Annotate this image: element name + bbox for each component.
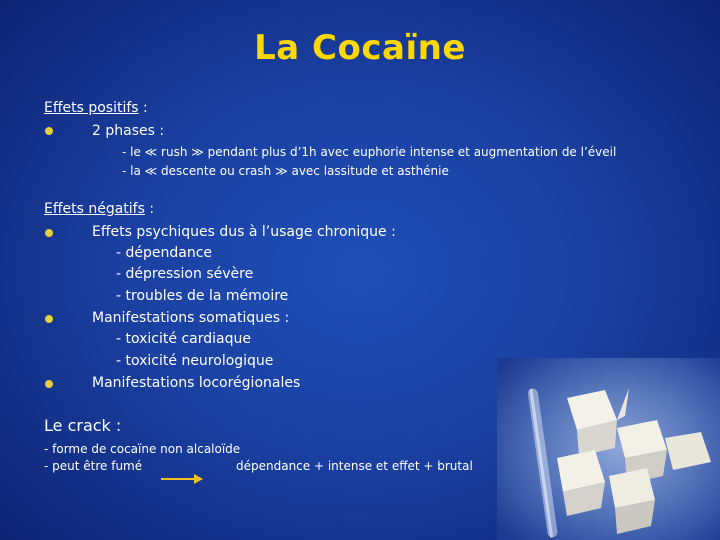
crack-line-form: - forme de cocaïne non alcaloïde [44, 442, 241, 456]
positive-heading-colon: : [138, 100, 148, 116]
negative-sub-depression: - dépression sévère [116, 266, 254, 282]
positive-line-crash: - la ≪ descente ou crash ≫ avec lassitude et asthénie [122, 164, 449, 178]
negative-sub-dependance: - dépendance [116, 245, 213, 261]
crack-line-result: dépendance + intense et effet + brutal [236, 459, 473, 473]
crack-photo-drawing [497, 358, 720, 540]
negative-sub-neuro: - toxicité neurologique [116, 353, 274, 369]
bullet-icon [45, 315, 53, 323]
negative-heading: Effets négatifs [44, 201, 145, 217]
crack-photo [497, 358, 720, 540]
negative-bullet-psychic: Effets psychiques dus à l’usage chronique : [92, 224, 396, 240]
negative-heading-colon: : [144, 201, 155, 217]
slide-title: La Cocaïne [254, 28, 466, 68]
positive-line-rush: - le ≪ rush ≫ pendant plus d’1h avec euphorie intense et augmentation de l’éveil [122, 145, 617, 159]
negative-bullet-somatic: Manifestations somatiques : [92, 310, 290, 326]
crack-heading: Le crack : [44, 416, 122, 435]
arrow-right-icon [160, 472, 204, 486]
negative-bullet-locoregional: Manifestations locorégionales [92, 375, 301, 391]
bullet-icon [45, 229, 53, 237]
positive-heading-row [44, 99, 148, 117]
negative-heading-row [44, 200, 154, 218]
crack-line-smoked: - peut être fumé [44, 459, 143, 473]
positive-heading: Effets positifs [44, 100, 139, 116]
bullet-icon [45, 127, 53, 135]
negative-sub-cardiaque: - toxicité cardiaque [116, 331, 251, 347]
positive-bullet-text: 2 phases : [92, 123, 165, 139]
negative-sub-memoire: - troubles de la mémoire [116, 288, 289, 304]
bullet-icon [45, 380, 53, 388]
